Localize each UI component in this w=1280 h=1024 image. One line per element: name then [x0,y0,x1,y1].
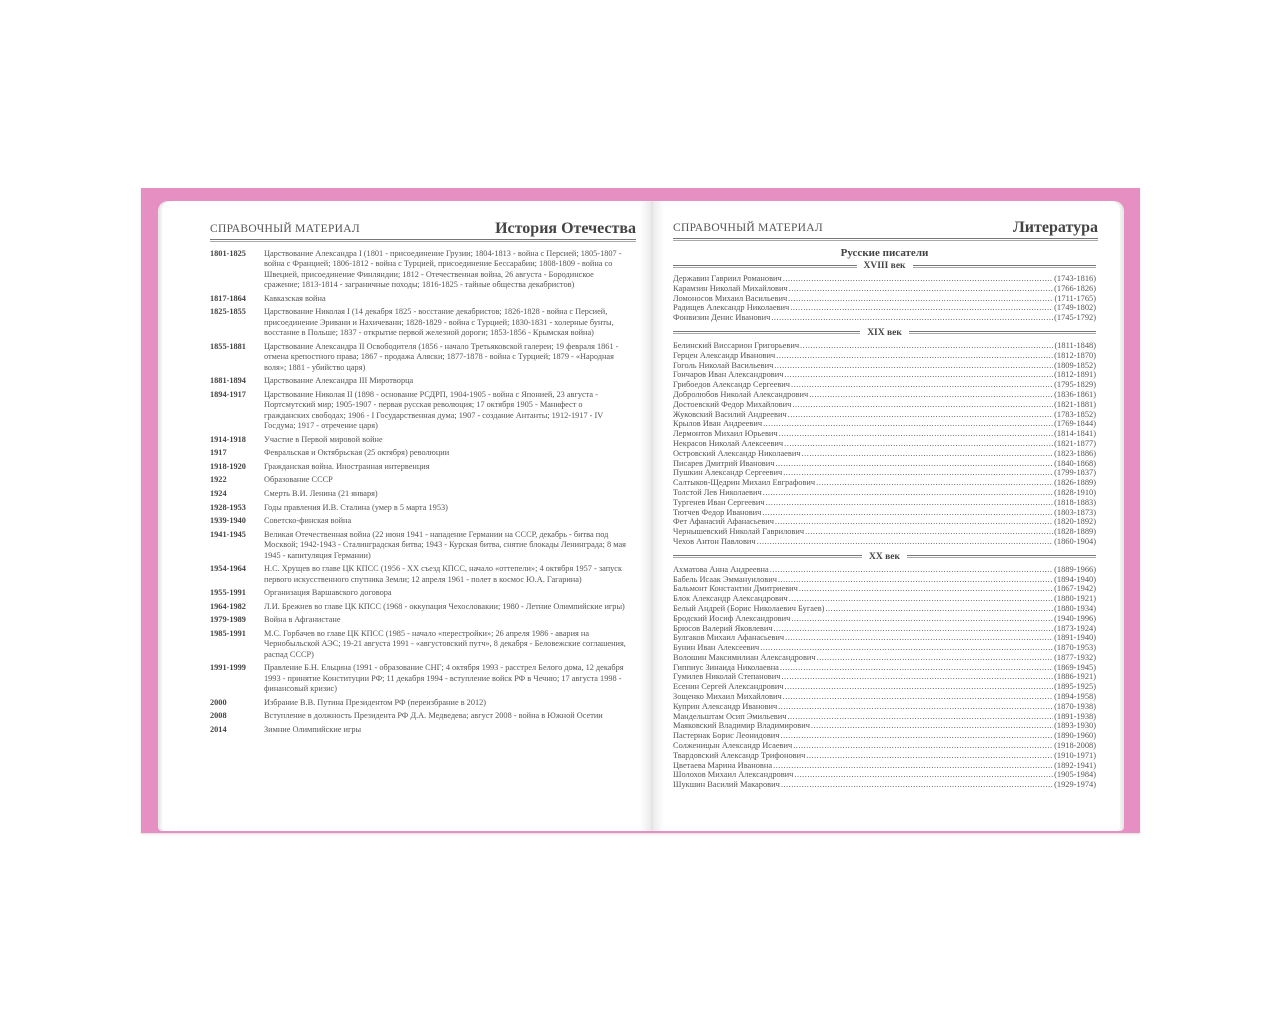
writer-name: Фонвизин Денис Иванович [673,313,771,323]
writer-row [673,692,1096,702]
writer-dates: (1880-1934) [1054,603,1096,613]
writer-name: Достоевский Федор Михайлович [673,399,792,409]
leader-dots [781,780,1053,790]
timeline-text: Царствование Александра II Освободителя (1856 - начало Третьяковской галереи; 19 февраля 1861 - отмена крепостного права; 1867 - продажа Аляски; 1877-1878 - война с Турцией; 1879 - «Народная воля»; 1881 - убийство царя) [264,341,619,372]
writer-name: Гончаров Иван Александрович [673,370,784,380]
writer-dates: (1795-1829) [1054,380,1096,390]
writer-name: Герцен Александр Иванович [673,350,776,360]
writer-dates: (1886-1921) [1054,672,1096,682]
writer-row [673,663,1096,673]
writer-dates: (1821-1877) [1054,438,1096,448]
writer-dates: (1826-1889) [1054,478,1096,488]
leader-dots [789,284,1053,294]
writer-row [673,459,1096,469]
leader-dots [809,390,1053,400]
writer-name: Куприн Александр Иванович [673,701,778,711]
writer-row [673,498,1096,508]
book-gutter [640,201,664,831]
leader-dots [766,498,1054,508]
writer-dates: (1869-1945) [1054,662,1096,672]
writer-dates: (1880-1921) [1054,594,1096,604]
writer-row [673,721,1096,731]
writer-name: Пастернак Борис Леонидович [673,731,780,741]
writer-name: Булгаков Михаил Афанасьевич [673,633,785,643]
writer-row [673,274,1096,284]
timeline-years: 2008 [210,711,227,721]
century-heading [673,260,1096,272]
writer-dates: (1891-1938) [1054,711,1096,721]
timeline-text: Образование СССР [264,475,333,485]
leader-dots [785,682,1054,692]
left-header-rule [210,239,636,242]
writer-name: Шукшин Василий Макарович [673,780,780,790]
writer-name: Гоголь Николай Васильевич [673,360,774,370]
leader-dots [806,751,1053,761]
timeline-years: 1941-1945 [210,529,246,539]
leader-dots [790,303,1053,313]
timeline-row [210,462,626,472]
timeline-text: Организация Варшавского договора [264,588,392,598]
writer-name: Грибоедов Александр Сергеевич [673,380,791,390]
leader-dots [817,653,1054,663]
timeline-row [210,503,626,513]
writer-row [673,712,1096,722]
leader-dots [816,478,1053,488]
writer-dates: (1894-1958) [1054,692,1096,702]
timeline-text: Война в Афганистане [264,615,341,625]
timeline-years: 1954-1964 [210,564,246,574]
writer-name: Белинский Виссарион Григорьевич [673,340,800,350]
writer-name: Фет Афанасий Афанасьевич [673,517,774,527]
writer-dates: (1860-1904) [1054,536,1096,546]
writer-dates: (1905-1984) [1054,770,1096,780]
writer-row [673,731,1096,741]
leader-dots [775,459,1053,469]
writer-dates: (1809-1852) [1054,360,1096,370]
timeline-row [210,307,626,338]
timeline-text: Советско-финская война [264,516,352,526]
timeline-years: 1918-1920 [210,461,246,471]
leader-dots [792,400,1053,410]
timeline-row [210,376,626,386]
writer-dates: (1745-1792) [1054,313,1096,323]
writer-dates: (1894-1940) [1054,574,1096,584]
writer-row [673,575,1096,585]
timeline-row [210,711,626,721]
writer-dates: (1877-1932) [1054,652,1096,662]
writer-dates: (1743-1816) [1054,274,1096,283]
leader-dots [800,341,1053,351]
writer-dates: (1867-1942) [1054,584,1096,594]
writer-dates: (1811-1848) [1054,340,1096,350]
writer-dates: (1870-1938) [1054,701,1096,711]
timeline-years: 1928-1953 [210,502,246,512]
writer-row [673,429,1096,439]
leader-dots [788,294,1053,304]
writer-row [673,527,1096,537]
writer-row [673,439,1096,449]
timeline-years: 1917 [210,448,227,458]
leader-dots [779,429,1054,439]
timeline-years: 1939-1940 [210,516,246,526]
writer-row [673,770,1096,780]
timeline-years: 1894-1917 [210,389,246,399]
timeline-years: 1881-1894 [210,376,246,386]
writer-row [673,419,1096,429]
writer-row [673,604,1096,614]
leader-dots [802,449,1054,459]
writer-row [673,488,1096,498]
timeline-years: 1991-1999 [210,663,246,673]
writer-dates: (1814-1841) [1054,429,1096,439]
writer-dates: (1803-1873) [1054,507,1096,517]
writer-row [673,565,1096,575]
timeline-text: Царствование Александра III Миротворца [264,376,414,386]
leader-dots [783,468,1053,478]
writer-row [673,761,1096,771]
leader-dots [775,517,1053,527]
writer-row [673,351,1096,361]
timeline-row [210,629,626,660]
writer-name: Тютчев Федор Иванович [673,507,762,517]
writer-name: Ломоносов Михаил Васильевич [673,293,788,303]
writer-name: Цветаева Марина Ивановна [673,760,773,770]
timeline-row [210,294,626,304]
timeline-years: 2014 [210,724,227,734]
timeline-text: Л.И. Брежнев во главе ЦК КПСС (1968 - оккупация Чехословакии; 1980 - Летние Олимпийские игры) [264,601,625,611]
leader-dots [825,604,1053,614]
writer-dates: (1840-1868) [1054,458,1096,468]
writer-name: Бальмонт Константин Дмитриевич [673,584,798,594]
left-page-title: История Отечества [495,220,636,237]
timeline-row [210,448,626,458]
writer-name: Солженицын Александр Исаевич [673,741,793,751]
timeline-text: М.С. Горбачев во главе ЦК КПСС (1985 - начало «перестройки»; 26 апреля 1986 - авария на Чернобыльской АЭС; 19-21 августа 1991 - «августовский путч», 8 декабря - Беловежские соглашения, распад СССР) [264,628,626,659]
timeline-years: 1855-1881 [210,341,246,351]
writer-name: Чехов Антон Павлович [673,536,756,546]
timeline-text: Избрание В.В. Путина Президентом РФ (переизбрание в 2012) [264,697,487,707]
writer-dates: (1820-1892) [1054,517,1096,527]
writer-name: Пушкин Александр Сергеевич [673,468,783,478]
leader-dots [794,770,1053,780]
writer-dates: (1818-1883) [1054,497,1096,507]
writer-dates: (1890-1960) [1054,731,1096,741]
writer-row [673,672,1096,682]
leader-dots [791,380,1053,390]
writer-row [673,468,1096,478]
timeline-row [210,390,626,432]
timeline-text: Н.С. Хрущев во главе ЦК КПСС (1956 - XX съезд КПСС, начало «оттепели»; 4 октября 1957 - запуск первого искусственного спутника Земли; 12 апреля 1961 - полет в космос Ю.А. Гагарина) [264,564,622,584]
writer-dates: (1892-1941) [1054,760,1096,770]
writer-name: Гиппиус Зинаида Николаевна [673,662,779,672]
writer-dates: (1910-1971) [1054,750,1096,760]
writer-row [673,653,1096,663]
writer-dates: (1889-1966) [1054,564,1096,574]
timeline-text: Февральская и Октябрьская (25 октября) революции [264,448,450,458]
writer-name: Есенин Сергей Александрович [673,682,784,692]
writer-name: Бродский Иосиф Александрович [673,613,791,623]
writer-name: Салтыков-Щедрин Михаил Евграфович [673,478,816,488]
writer-dates: (1873-1924) [1054,623,1096,633]
century-label: XVIII век [863,261,906,271]
writer-name: Твардовский Александр Трифонович [673,750,806,760]
leader-dots [783,692,1053,702]
writer-row [673,751,1096,761]
writer-dates: (1940-1996) [1054,613,1096,623]
timeline-years: 1922 [210,475,227,485]
writer-name: Державин Гавриил Романович [673,274,782,283]
writer-name: Чернышевский Николай Гаврилович [673,527,805,537]
writer-row [673,594,1096,604]
writer-dates: (1823-1886) [1054,448,1096,458]
leader-dots [793,741,1053,751]
writer-name: Толстой Лев Николаевич [673,487,762,497]
writer-row [673,449,1096,459]
century-heading [673,551,1096,563]
timeline-years: 2000 [210,697,227,707]
writer-row [673,584,1096,594]
timeline-row [210,435,626,445]
writer-name: Островский Александр Николаевич [673,448,801,458]
right-page-title: Литература [1012,219,1098,236]
leader-dots [791,614,1053,624]
right-section-label: СПРАВОЧНЫЙ МАТЕРИАЛ [673,222,823,234]
leader-dots [805,527,1053,537]
writer-dates: (1769-1844) [1054,419,1096,429]
writer-row [673,517,1096,527]
writer-dates: (1929-1974) [1054,780,1096,790]
writer-dates: (1821-1881) [1054,399,1096,409]
timeline-years: 1985-1991 [210,628,246,638]
writer-name: Писарев Дмитрий Иванович [673,458,775,468]
timeline-row [210,588,626,598]
timeline-years: 1914-1918 [210,434,246,444]
timeline-row [210,602,626,612]
writer-row [673,624,1096,634]
writer-row [673,780,1096,790]
leader-dots [783,274,1053,284]
writer-name: Бунин Иван Алексеевич [673,643,760,653]
writer-row [673,380,1096,390]
timeline-row [210,489,626,499]
timeline-row [210,725,626,735]
timeline-years: 1817-1864 [210,293,246,303]
writers-list [673,247,1096,794]
writer-name: Белый Андрей (Борис Николаевич Бугаев) [673,603,825,613]
timeline-text: Правление Б.Н. Ельцина (1991 - образование СНГ; 4 октября 1993 - расстрел Белого дома, 12 декабря 1993 - принятие Конституции РФ; 11 декабря 1994 - вступление войск РФ в Чечню; 17 августа 1998 - финансовый кризис) [264,663,624,694]
writer-name: Жуковский Василий Андреевич [673,409,787,419]
writer-dates: (1918-2008) [1054,741,1096,751]
writer-row [673,508,1096,518]
leader-dots [785,633,1053,643]
writer-name: Некрасов Николай Алексеевич [673,438,784,448]
writer-row [673,400,1096,410]
leader-dots [780,731,1053,741]
leader-dots [788,410,1053,420]
timeline-text: Зимние Олимпийские игры [264,724,362,734]
writer-dates: (1783-1852) [1054,409,1096,419]
writer-name: Блок Александр Александрович [673,594,788,604]
writer-name: Ахматова Анна Андреевна [673,564,769,574]
writers-title: Русские писатели [840,247,929,259]
leader-dots [789,594,1053,604]
timeline-text: Царствование Александра I (1801 - присоединение Грузии; 1804-1813 - война с Персией; 1805-1807 - война с Францией; 1806-1812 - война с Турцией, присоединение Бессарабии; 1808-1809 - война со Швецией, присоединение Финляндии; 1812 - Отечественная война, 26 августа - Бородинское сражение; 1813-1814 - заграничные походы; 1816-1825 - тайные общества декабристов) [264,249,622,290]
writer-name: Радищев Александр Николаевич [673,303,790,313]
timeline-text: Гражданская война. Иностранная интервенция [264,461,430,471]
writer-name: Волошин Максимилиан Александрович [673,652,816,662]
leader-dots [757,537,1054,547]
leader-dots [778,575,1053,585]
timeline-row [210,342,626,373]
writer-name: Лермонтов Михаил Юрьевич [673,429,778,439]
timeline-row [210,564,626,585]
writer-dates: (1895-1925) [1054,682,1096,692]
leader-dots [763,419,1053,429]
writer-name: Карамзин Николай Михайлович [673,283,788,293]
timeline-years: 1801-1825 [210,249,246,258]
timeline-text: Царствование Николая II (1898 - основание РСДРП, 1904-1905 - война с Японией, 23 августа - Портсмутский мир; 1905-1907 - первая русская революция; 17 октября 1905 - Манифест о гражданских свободах; 1906 - I Государственная дума; 1907 - создание Антанты; 1912-1917 - IV Госдума; 1917 - отречение царя) [264,389,604,431]
writer-dates: (1893-1930) [1054,721,1096,731]
writer-name: Добролюбов Николай Александрович [673,389,809,399]
writer-name: Шолохов Михаил Александрович [673,770,794,780]
leader-dots [778,702,1053,712]
writer-row [673,303,1096,313]
leader-dots [771,313,1053,323]
writer-row [673,478,1096,488]
timeline-row [210,516,626,526]
timeline-row [210,475,626,485]
leader-dots [811,721,1053,731]
writer-row [673,390,1096,400]
leader-dots [762,508,1053,518]
writer-dates: (1799-1837) [1054,468,1096,478]
leader-dots [780,663,1053,673]
timeline-text: Смерть В.И. Ленина (21 января) [264,489,378,498]
timeline-years: 1924 [210,489,227,498]
writer-row [673,410,1096,420]
writer-row [673,537,1096,547]
writer-name: Зощенко Михаил Михайлович [673,692,782,702]
timeline-text: Великая Отечественная война (22 июня 1941 - нападение Германии на СССР, декабрь - битва под Москвой; 1942-1943 - Сталинградская битва; 1943 - Курская битва, снятие блокады Ленинграда; 8 мая 1945 - капитуляция Германии) [264,529,626,560]
leader-dots [784,439,1053,449]
timeline-text: Вступление в должность Президента РФ Д.А. Медведева; август 2008 - война в Южной Осетии [264,711,603,721]
timeline-years: 1955-1991 [210,588,246,598]
writer-dates: (1828-1910) [1054,487,1096,497]
writer-row [673,341,1096,351]
right-header-rule [673,238,1098,241]
timeline-row [210,663,626,694]
writer-row [673,702,1096,712]
writer-name: Крылов Иван Андреевич [673,419,763,429]
writer-row [673,313,1096,323]
leader-dots [774,361,1053,371]
timeline-text: Царствование Николая I (14 декабря 1825 - восстание декабристов; 1826-1828 - война с Персией, присоединение Эривани и Нахичевани; 1828-1829 - война с Турцией; 1830-1831 - холерные бунты, восстание в Польше; 1837 - открытие первой железной дороги; 1853-1856 - Крымская война) [264,307,614,338]
writer-dates: (1891-1940) [1054,633,1096,643]
writer-dates: (1828-1889) [1054,527,1096,537]
leader-dots [760,643,1053,653]
timeline-row [210,615,626,625]
left-section-label: СПРАВОЧНЫЙ МАТЕРИАЛ [210,223,360,235]
writer-row [673,741,1096,751]
writer-name: Тургенев Иван Сергеевич [673,497,765,507]
leader-dots [787,712,1053,722]
writer-dates: (1836-1861) [1054,389,1096,399]
writer-name: Бабель Исаак Эммануилович [673,574,777,584]
century-heading [673,327,1096,339]
writer-name: Гумилев Николай Степанович [673,672,781,682]
timeline-text: Участие в Первой мировой войне [264,434,383,444]
writer-dates: (1766-1826) [1054,283,1096,293]
timeline-years: 1964-1982 [210,601,246,611]
writer-dates: (1711-1765) [1054,293,1096,303]
writer-dates: (1812-1870) [1054,350,1096,360]
timeline-row [210,698,626,708]
history-timeline [210,249,626,739]
leader-dots [799,584,1053,594]
writer-row [673,682,1096,692]
leader-dots [773,761,1053,771]
leader-dots [781,672,1053,682]
timeline-row [210,530,626,561]
leader-dots [763,488,1053,498]
writer-row [673,643,1096,653]
leader-dots [784,370,1053,380]
writer-row [673,294,1096,304]
writer-row [673,284,1096,294]
writer-name: Мандельштам Осип Эмильевич [673,711,787,721]
writer-name: Брюсов Валерий Яковлевич [673,623,773,633]
leader-dots [776,351,1053,361]
writer-row [673,614,1096,624]
leader-dots [774,624,1054,634]
writer-dates: (1870-1953) [1054,643,1096,653]
timeline-text: Годы правления И.В. Сталина (умер в 5 марта 1953) [264,502,448,512]
century-label: XIX век [867,327,902,338]
timeline-row [210,249,626,291]
writer-row [673,370,1096,380]
timeline-years: 1825-1855 [210,307,246,317]
century-label: XX век [869,551,900,562]
writer-row [673,361,1096,371]
timeline-years: 1979-1989 [210,615,246,625]
writer-row [673,633,1096,643]
leader-dots [770,565,1053,575]
timeline-text: Кавказская война [264,293,326,303]
writer-name: Маяковский Владимир Владимирович [673,721,810,731]
writer-dates: (1749-1802) [1054,303,1096,313]
writer-dates: (1812-1891) [1054,370,1096,380]
